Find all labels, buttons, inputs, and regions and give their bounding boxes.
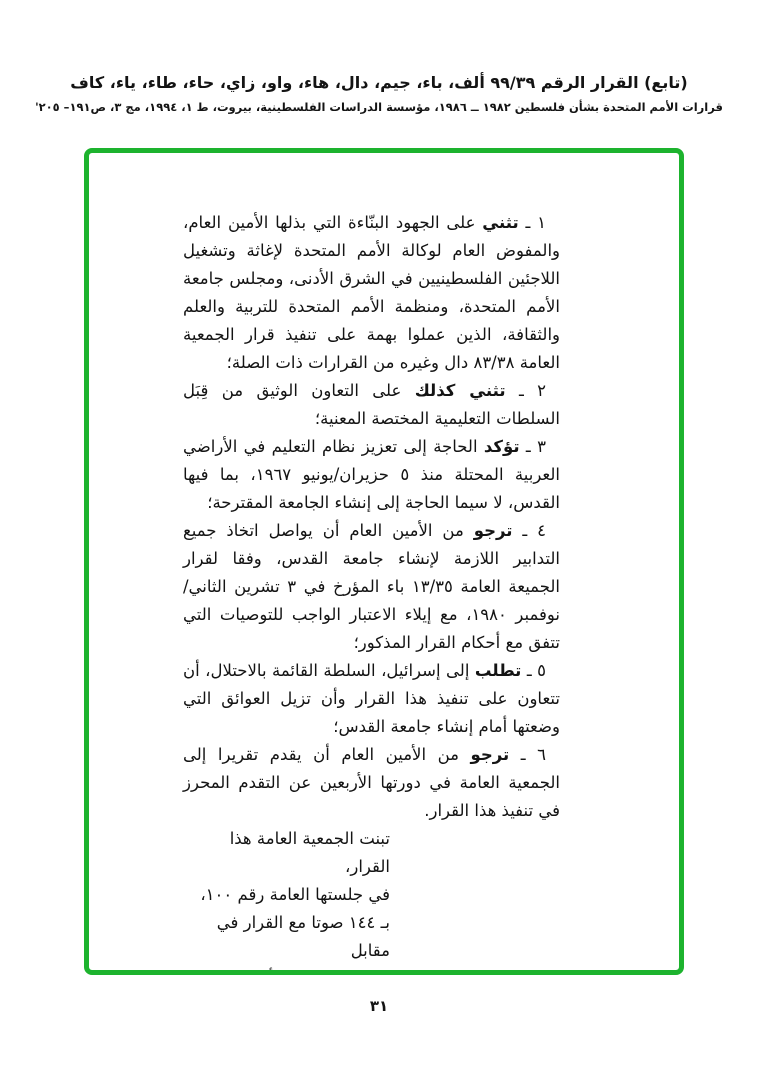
paragraph-text: من الأمين العام أن يواصل اتخاذ جميع التدابير اللازمة لإنشاء جامعة القدس، وفقا لقرار الجميعة العامة ١٣/٣٥ باء المؤرخ في ٣ تشرين الثاني/نوفمبر ١٩٨٠، مع إيلاء الاعتبار الواجب للتوصيات التي تتفق مع أحكام القرار المذكور؛: [183, 521, 561, 652]
page-header: [0, 0, 758, 115]
resolution-paragraph-2: [183, 377, 560, 433]
paragraph-text: على التعاون الوثيق من قِبَل السلطات التعليمية المختصة المعنية؛: [183, 381, 560, 428]
paragraph-number: ٦ ـ: [509, 745, 546, 764]
paragraph-text: الحاجة إلى تعزيز نظام التعليم في الأراضي العربية المحتلة منذ ٥ حزيران/يونيو ١٩٦٧، بما فيها القدس، لا سيما الحاجة إلى إنشاء الجامعة المقترحة؛: [183, 437, 560, 512]
adoption-note: [183, 825, 390, 975]
resolution-paragraph-3: [183, 433, 560, 517]
adoption-note-line: تبنت الجمعية العامة هذا القرار،: [229, 829, 390, 876]
paragraph-keyword: تثني: [482, 213, 519, 232]
paragraph-number: ١ ـ: [518, 213, 546, 232]
header-resolution-title: (تابع) القرار الرقم ٩٩/٣٩ ألف، باء، جيم، دال، هاء، واو، زاي، حاء، طاء، ياء، كاف: [70, 73, 688, 92]
resolution-paragraph-6: [183, 741, 560, 825]
adoption-note-line: بـ ١٤٤ صوتا مع القرار في مقابل: [216, 913, 390, 960]
paragraph-keyword: تؤكد: [483, 437, 520, 456]
header-source-citation: قرارات الأمم المتحدة بشأن فلسطين ١٩٨٢ ــ ١٩٨٦، مؤسسة الدراسات الفلسطينية، بيروت، ط ١، ١٩٩٤، مج ٣، ص١٩١– ٢٠٥': [35, 100, 723, 114]
adoption-note-line: [183, 965, 390, 975]
paragraph-text: على الجهود البنّاءة التي بذلها الأمين العام، والمفوض العام لوكالة الأمم المتحدة لإغاثة وتشغيل اللاجئين الفلسطينيين في الشرق الأدنى، ومجلس جامعة الأمم المتحدة، ومنظمة الأمم المتحدة للتربية والعلم والثقافة، الذين عملوا بهمة على تنفيذ قرار الجمعية العامة ٨٣/٣٨ دال وغيره من القرارات ذات الصلة؛: [183, 213, 560, 372]
paragraph-number: ٤ ـ: [512, 521, 546, 540]
paragraph-keyword: ترجو: [470, 745, 510, 764]
paragraph-number: ٢ ـ: [505, 381, 546, 400]
paragraph-keyword: تطلب: [474, 661, 522, 680]
paragraph-text: إلى إسرائيل، السلطة القائمة بالاحتلال، أن تتعاون على تنفيذ هذا القرار وأن تزيل العوائق التي وضعتها أمام إنشاء جامعة القدس؛: [183, 661, 560, 736]
resolution-paragraph-1: [183, 209, 560, 377]
paragraph-number: ٥ ـ: [521, 661, 547, 680]
resolution-paragraph-5: [183, 657, 560, 741]
resolution-paragraph-4: [183, 517, 560, 657]
adoption-note-line: في جلستها العامة رقم ١٠٠،: [200, 885, 390, 904]
document-frame: [84, 148, 684, 975]
resolution-text: [89, 153, 679, 975]
paragraph-keyword: ترجو: [473, 521, 513, 540]
paragraph-keyword: تثني كذلك: [414, 381, 506, 400]
paragraph-number: ٣ ـ: [519, 437, 546, 456]
paragraph-text: من الأمين العام أن يقدم تقريرا إلى الجمعية العامة في دورتها الأربعين عن التقدم المحرز في تنفيذ هذا القرار.: [183, 745, 560, 820]
page-number: ٣١: [369, 997, 389, 1015]
